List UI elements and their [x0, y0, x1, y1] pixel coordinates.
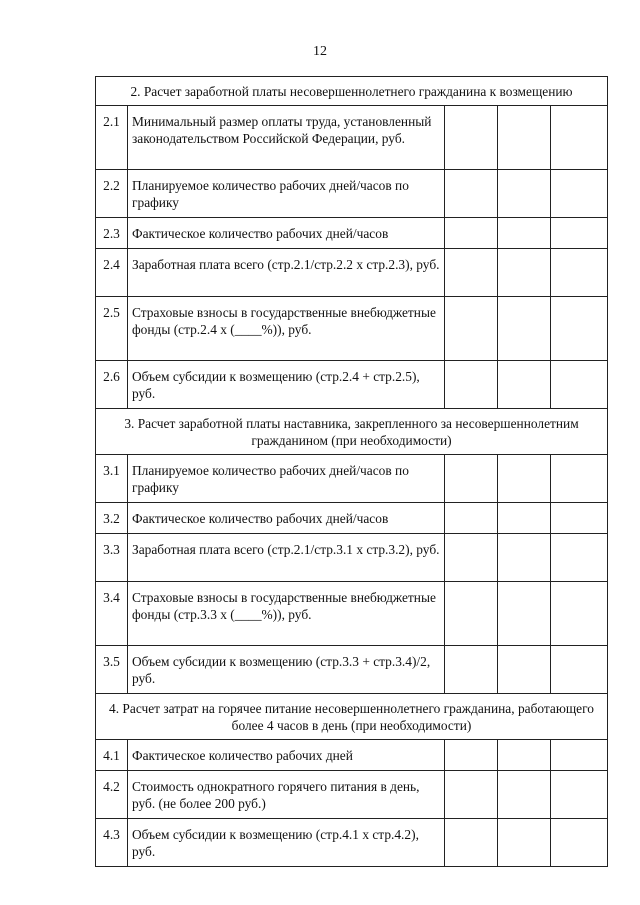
row-description: Стоимость однократного горячего питания в день, руб. (не более 200 руб.) [128, 771, 445, 819]
row-number: 2.3 [96, 218, 128, 249]
table-row [96, 218, 608, 249]
value-cell[interactable] [551, 249, 608, 297]
row-description: Заработная плата всего (стр.2.1/стр.3.1 х стр.3.2), руб. [128, 534, 445, 582]
table-row [96, 297, 608, 361]
section-header-row [96, 694, 608, 740]
row-number: 2.6 [96, 361, 128, 409]
table-row [96, 503, 608, 534]
value-cell[interactable] [445, 740, 498, 771]
value-cell[interactable] [551, 771, 608, 819]
row-number: 4.1 [96, 740, 128, 771]
row-description: Планируемое количество рабочих дней/часов по графику [128, 455, 445, 503]
value-cell[interactable] [498, 534, 551, 582]
table-row [96, 249, 608, 297]
row-number: 2.1 [96, 106, 128, 170]
value-cell[interactable] [445, 106, 498, 170]
table-row [96, 170, 608, 218]
value-cell[interactable] [551, 534, 608, 582]
table-row [96, 646, 608, 694]
page-number: 12 [313, 44, 327, 59]
value-cell[interactable] [498, 249, 551, 297]
section-title: 2. Расчет заработной платы несовершеннолетнего гражданина к возмещению [96, 77, 608, 106]
section-header-row [96, 77, 608, 106]
row-number: 3.1 [96, 455, 128, 503]
table-row [96, 534, 608, 582]
value-cell[interactable] [445, 297, 498, 361]
value-cell[interactable] [445, 771, 498, 819]
row-description: Страховые взносы в государственные внебюджетные фонды (стр.3.3 х (____%)), руб. [128, 582, 445, 646]
value-cell[interactable] [551, 218, 608, 249]
value-cell[interactable] [445, 534, 498, 582]
row-description: Фактическое количество рабочих дней/часов [128, 218, 445, 249]
value-cell[interactable] [551, 297, 608, 361]
value-cell[interactable] [551, 819, 608, 867]
value-cell[interactable] [551, 740, 608, 771]
value-cell[interactable] [445, 170, 498, 218]
value-cell[interactable] [445, 361, 498, 409]
value-cell[interactable] [445, 249, 498, 297]
table-row [96, 455, 608, 503]
value-cell[interactable] [445, 455, 498, 503]
row-number: 2.5 [96, 297, 128, 361]
value-cell[interactable] [498, 361, 551, 409]
row-description: Страховые взносы в государственные внебюджетные фонды (стр.2.4 х (____%)), руб. [128, 297, 445, 361]
value-cell[interactable] [445, 503, 498, 534]
table-row [96, 771, 608, 819]
value-cell[interactable] [551, 582, 608, 646]
table-body [96, 77, 608, 867]
row-description: Объем субсидии к возмещению (стр.2.4 + стр.2.5), руб. [128, 361, 445, 409]
row-description: Минимальный размер оплаты труда, установленный законодательством Российской Федерации, руб. [128, 106, 445, 170]
value-cell[interactable] [498, 106, 551, 170]
value-cell[interactable] [551, 106, 608, 170]
value-cell[interactable] [498, 455, 551, 503]
row-number: 3.2 [96, 503, 128, 534]
section-header-row [96, 409, 608, 455]
row-number: 3.3 [96, 534, 128, 582]
value-cell[interactable] [445, 646, 498, 694]
row-description: Фактическое количество рабочих дней [128, 740, 445, 771]
row-number: 3.4 [96, 582, 128, 646]
value-cell[interactable] [498, 218, 551, 249]
row-description: Заработная плата всего (стр.2.1/стр.2.2 х стр.2.3), руб. [128, 249, 445, 297]
value-cell[interactable] [551, 503, 608, 534]
calculation-table [95, 76, 608, 867]
row-number: 4.2 [96, 771, 128, 819]
row-number: 2.4 [96, 249, 128, 297]
row-number: 3.5 [96, 646, 128, 694]
value-cell[interactable] [445, 218, 498, 249]
value-cell[interactable] [445, 819, 498, 867]
value-cell[interactable] [498, 582, 551, 646]
section-title: 4. Расчет затрат на горячее питание несовершеннолетнего гражданина, работающего более 4 часов в день (при необходимости) [96, 694, 608, 740]
row-description: Фактическое количество рабочих дней/часов [128, 503, 445, 534]
value-cell[interactable] [498, 297, 551, 361]
table-row [96, 106, 608, 170]
value-cell[interactable] [551, 361, 608, 409]
row-description: Объем субсидии к возмещению (стр.3.3 + стр.3.4)/2, руб. [128, 646, 445, 694]
value-cell[interactable] [498, 819, 551, 867]
value-cell[interactable] [498, 740, 551, 771]
value-cell[interactable] [551, 646, 608, 694]
row-number: 2.2 [96, 170, 128, 218]
value-cell[interactable] [498, 646, 551, 694]
row-description: Объем субсидии к возмещению (стр.4.1 х стр.4.2), руб. [128, 819, 445, 867]
value-cell[interactable] [445, 582, 498, 646]
table-row [96, 740, 608, 771]
table-row [96, 361, 608, 409]
value-cell[interactable] [551, 170, 608, 218]
table-row [96, 819, 608, 867]
table-row [96, 582, 608, 646]
value-cell[interactable] [498, 170, 551, 218]
row-number: 4.3 [96, 819, 128, 867]
row-description: Планируемое количество рабочих дней/часов по графику [128, 170, 445, 218]
value-cell[interactable] [551, 455, 608, 503]
section-title: 3. Расчет заработной платы наставника, закрепленного за несовершеннолетним гражданином (при необходимости) [96, 409, 608, 455]
value-cell[interactable] [498, 771, 551, 819]
value-cell[interactable] [498, 503, 551, 534]
